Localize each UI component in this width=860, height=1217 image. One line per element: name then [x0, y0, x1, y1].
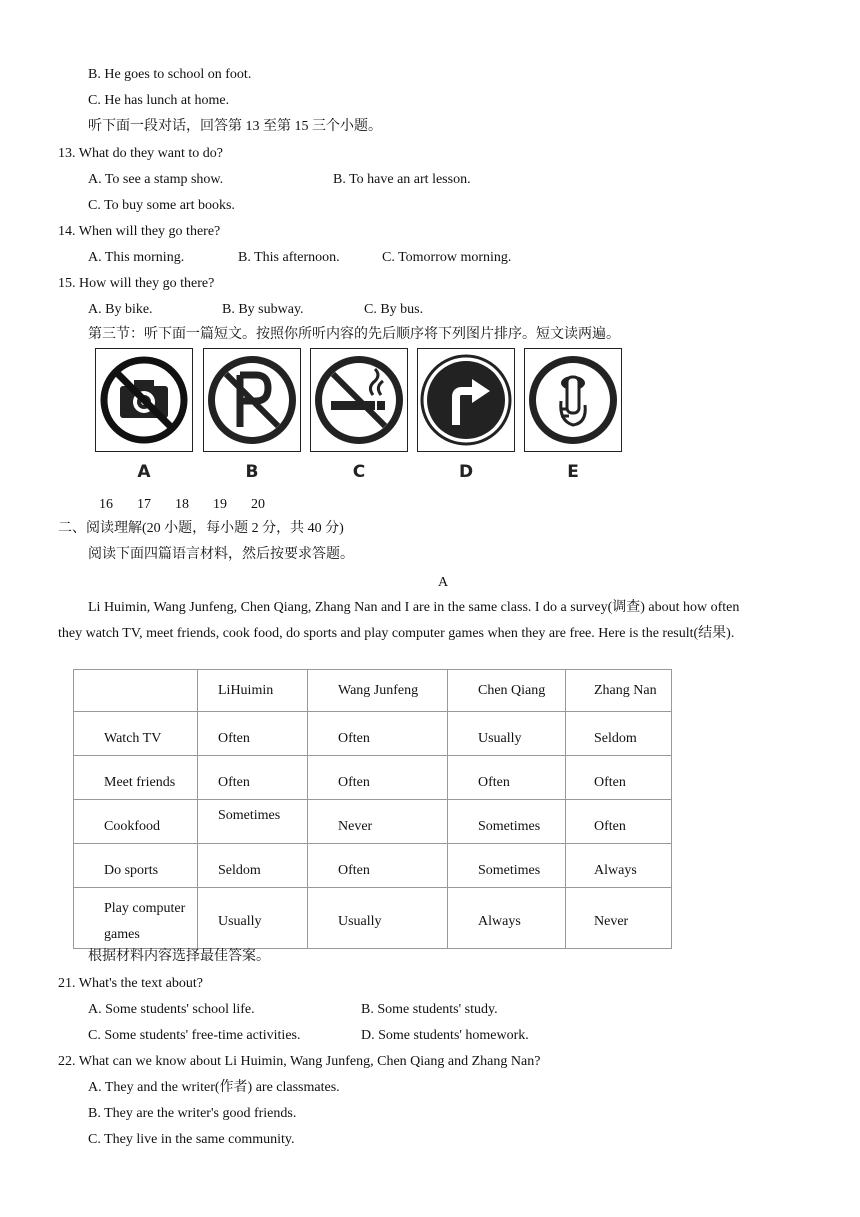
no-parking-icon — [203, 348, 301, 452]
sign-label-b: B — [245, 462, 259, 482]
table-row — [74, 712, 672, 756]
answer-number-18: 18 — [175, 497, 189, 512]
table-cell: Seldom — [198, 844, 308, 888]
passage-a-heading: A — [438, 575, 449, 590]
table-cell: Often — [566, 800, 672, 844]
table-cell: Watch TV — [74, 712, 198, 756]
table-cell: Usually — [308, 888, 448, 949]
q15-option-c: C. By bus. — [364, 302, 424, 317]
table-row — [74, 756, 672, 800]
table-cell: Sometimes — [448, 800, 566, 844]
table-header-cell: Wang Junfeng — [308, 670, 448, 712]
question-14: 14. When will they go there? — [58, 224, 221, 239]
table-header-cell: Zhang Nan — [566, 670, 672, 712]
part-2-instruction: 阅读下面四篇语言材料，然后按要求答题。 — [88, 547, 354, 562]
q15-option-a: A. By bike. — [88, 302, 153, 317]
table-row — [74, 888, 672, 949]
q22-option-b: B. They are the writer's good friends. — [88, 1106, 297, 1121]
table-row — [74, 800, 672, 844]
q21-option-c: C. Some students' free-time activities. — [88, 1028, 301, 1043]
answer-number-19: 19 — [213, 497, 227, 512]
sign-label-c: C — [352, 462, 366, 482]
table-cell: Sometimes — [448, 844, 566, 888]
keep-quiet-icon — [524, 348, 622, 452]
table-cell: Often — [308, 712, 448, 756]
choose-instruction: 根据材料内容选择最佳答案。 — [88, 949, 270, 964]
table-cell: Always — [566, 844, 672, 888]
table-header-cell: Chen Qiang — [448, 670, 566, 712]
table-cell: Often — [198, 712, 308, 756]
q22-option-a: A. They and the writer(作者) are classmates. — [88, 1080, 340, 1095]
q13-option-a: A. To see a stamp show. — [88, 172, 224, 187]
passage-a-line-2: they watch TV, meet friends, cook food, do sports and play computer games when they are free. Here is the result(结果). — [58, 626, 735, 641]
answer-number-20: 20 — [251, 497, 265, 512]
sign-label-e: E — [567, 462, 579, 482]
table-header-row — [74, 670, 672, 712]
q21-option-b: B. Some students' study. — [361, 1002, 498, 1017]
option-b-q12: B. He goes to school on foot. — [88, 67, 252, 82]
table-cell: Usually — [198, 888, 308, 949]
table-cell: Often — [308, 844, 448, 888]
option-c-q12: C. He has lunch at home. — [88, 93, 230, 108]
table-cell: Usually — [448, 712, 566, 756]
table-cell: Often — [198, 756, 308, 800]
answer-number-17: 17 — [137, 497, 151, 512]
question-21: 21. What's the text about? — [58, 976, 203, 991]
q21-option-d: D. Some students' homework. — [361, 1028, 529, 1043]
table-cell: Often — [448, 756, 566, 800]
q13-option-c: C. To buy some art books. — [88, 198, 235, 213]
part-2-title: 二、阅读理解(20 小题，每小题 2 分，共 40 分) — [58, 521, 344, 536]
q14-option-a: A. This morning. — [88, 250, 185, 265]
q14-option-c: C. Tomorrow morning. — [382, 250, 512, 265]
table-cell: Never — [308, 800, 448, 844]
table-cell: Never — [566, 888, 672, 949]
table-cell: Meet friends — [74, 756, 198, 800]
passage-a-line-1: Li Huimin, Wang Junfeng, Chen Qiang, Zhang Nan and I are in the same class. I do a survey(调查) about how often — [88, 600, 740, 615]
sign-label-d: D — [458, 462, 474, 482]
table-cell: Sometimes — [198, 800, 308, 844]
table-row — [74, 844, 672, 888]
listening-instruction: 听下面一段对话，回答第 13 至第 15 三个小题。 — [88, 119, 382, 134]
table-cell: Seldom — [566, 712, 672, 756]
sign-label-a: A — [137, 462, 151, 482]
q22-option-c: C. They live in the same community. — [88, 1132, 295, 1147]
table-header-cell — [74, 670, 198, 712]
sign-images — [92, 346, 637, 486]
q21-option-a: A. Some students' school life. — [88, 1002, 255, 1017]
question-13: 13. What do they want to do? — [58, 146, 223, 161]
survey-table — [73, 669, 672, 949]
question-15: 15. How will they go there? — [58, 276, 215, 291]
table-cell: Cookfood — [74, 800, 198, 844]
q15-option-b: B. By subway. — [222, 302, 304, 317]
table-header-cell: LiHuimin — [198, 670, 308, 712]
no-camera-icon — [95, 348, 193, 452]
table-cell: Often — [566, 756, 672, 800]
answer-number-16: 16 — [99, 497, 113, 512]
q13-option-b: B. To have an art lesson. — [333, 172, 471, 187]
table-cell: Often — [308, 756, 448, 800]
table-cell: Play computer games — [74, 888, 198, 949]
turn-right-icon — [417, 348, 515, 452]
q14-option-b: B. This afternoon. — [238, 250, 340, 265]
no-smoking-icon — [310, 348, 408, 452]
table-cell: Always — [448, 888, 566, 949]
table-cell: Do sports — [74, 844, 198, 888]
question-22: 22. What can we know about Li Huimin, Wang Junfeng, Chen Qiang and Zhang Nan? — [58, 1054, 541, 1069]
section-3-instruction: 第三节：听下面一篇短文。按照你所听内容的先后顺序将下列图片排序。短文读两遍。 — [88, 327, 620, 342]
